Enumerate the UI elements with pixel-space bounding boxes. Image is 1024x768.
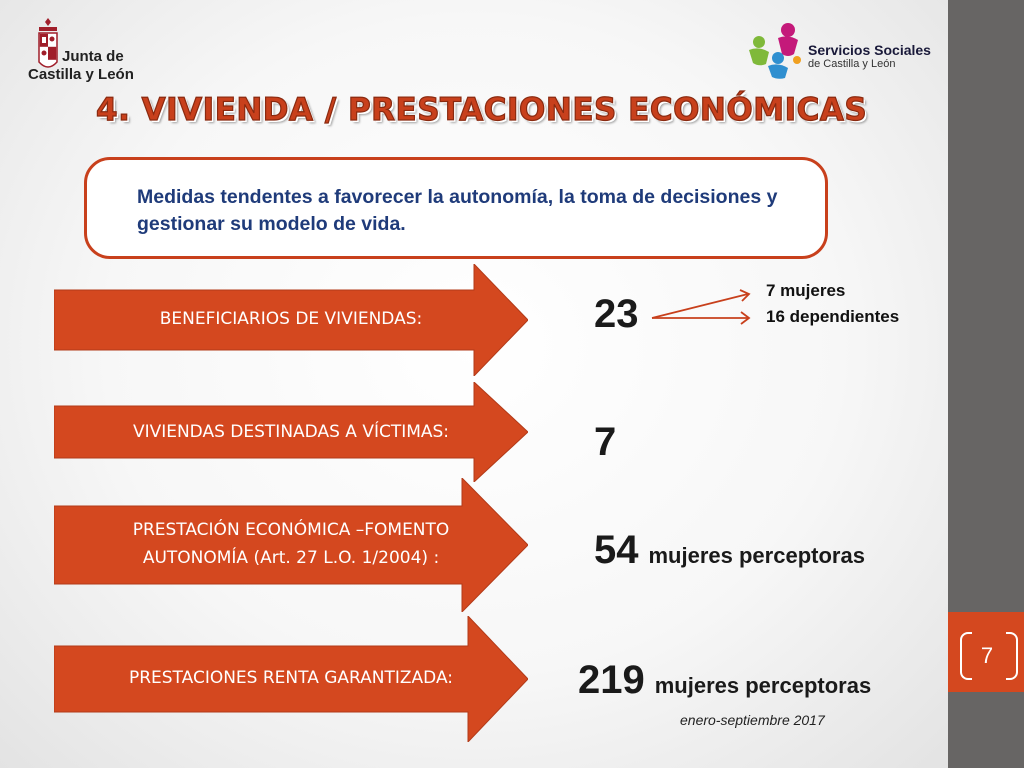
- period-note: enero-septiembre 2017: [680, 712, 825, 728]
- breakdown-arrows-icon: [650, 286, 760, 326]
- logo-text-line2: Castilla y León: [28, 66, 134, 83]
- value-prestacion-economica: [594, 528, 865, 573]
- value-number: 219: [578, 658, 645, 702]
- value-renta-garantizada: [578, 658, 871, 703]
- arrow-label: BENEFICIARIOS DE VIVIENDAS:: [159, 309, 423, 329]
- value-viviendas-victimas: 7: [594, 420, 617, 464]
- logo-text-line1: Junta de: [62, 48, 124, 65]
- value-number: 54: [594, 528, 639, 572]
- description-box: [84, 157, 828, 259]
- people-figures-icon: [744, 20, 806, 80]
- breakdown-mujeres: 7 mujeres: [766, 281, 846, 300]
- description-text: Medidas tendentes a favorecer la autonomía, la toma de decisiones y gestionar su modelo de vida.: [137, 186, 778, 235]
- arrow-renta-garantizada: [54, 616, 528, 742]
- value-beneficiarios: 23: [594, 292, 639, 336]
- logo-text-line2: de Castilla y León: [808, 58, 896, 70]
- servicios-sociales-logo: [744, 20, 934, 80]
- page-number: 7: [980, 643, 994, 668]
- arrow-beneficiarios-viviendas: [54, 264, 528, 376]
- arrow-shape: [54, 478, 528, 612]
- value-suffix: mujeres perceptoras: [648, 543, 865, 568]
- junta-castilla-leon-logo: [28, 18, 138, 82]
- arrow-label-line2: AUTONOMÍA (Art. 27 L.O. 1/2004) :: [142, 548, 440, 568]
- arrow-prestacion-economica: [54, 478, 528, 612]
- arrow-label: PRESTACIONES RENTA GARANTIZADA:: [128, 668, 454, 688]
- arrow-label: VIVIENDAS DESTINADAS A VÍCTIMAS:: [132, 422, 450, 442]
- slide-title: 4. VIVIENDA / PRESTACIONES ECONÓMICAS: [96, 92, 868, 128]
- arrow-label-line1: PRESTACIÓN ECONÓMICA –FOMENTO: [132, 520, 450, 540]
- arrow-viviendas-victimas: [54, 382, 528, 482]
- value-suffix: mujeres perceptoras: [654, 673, 872, 698]
- logo-text-line1: Servicios Sociales: [808, 42, 931, 58]
- breakdown-dependientes: 16 dependientes: [766, 307, 900, 326]
